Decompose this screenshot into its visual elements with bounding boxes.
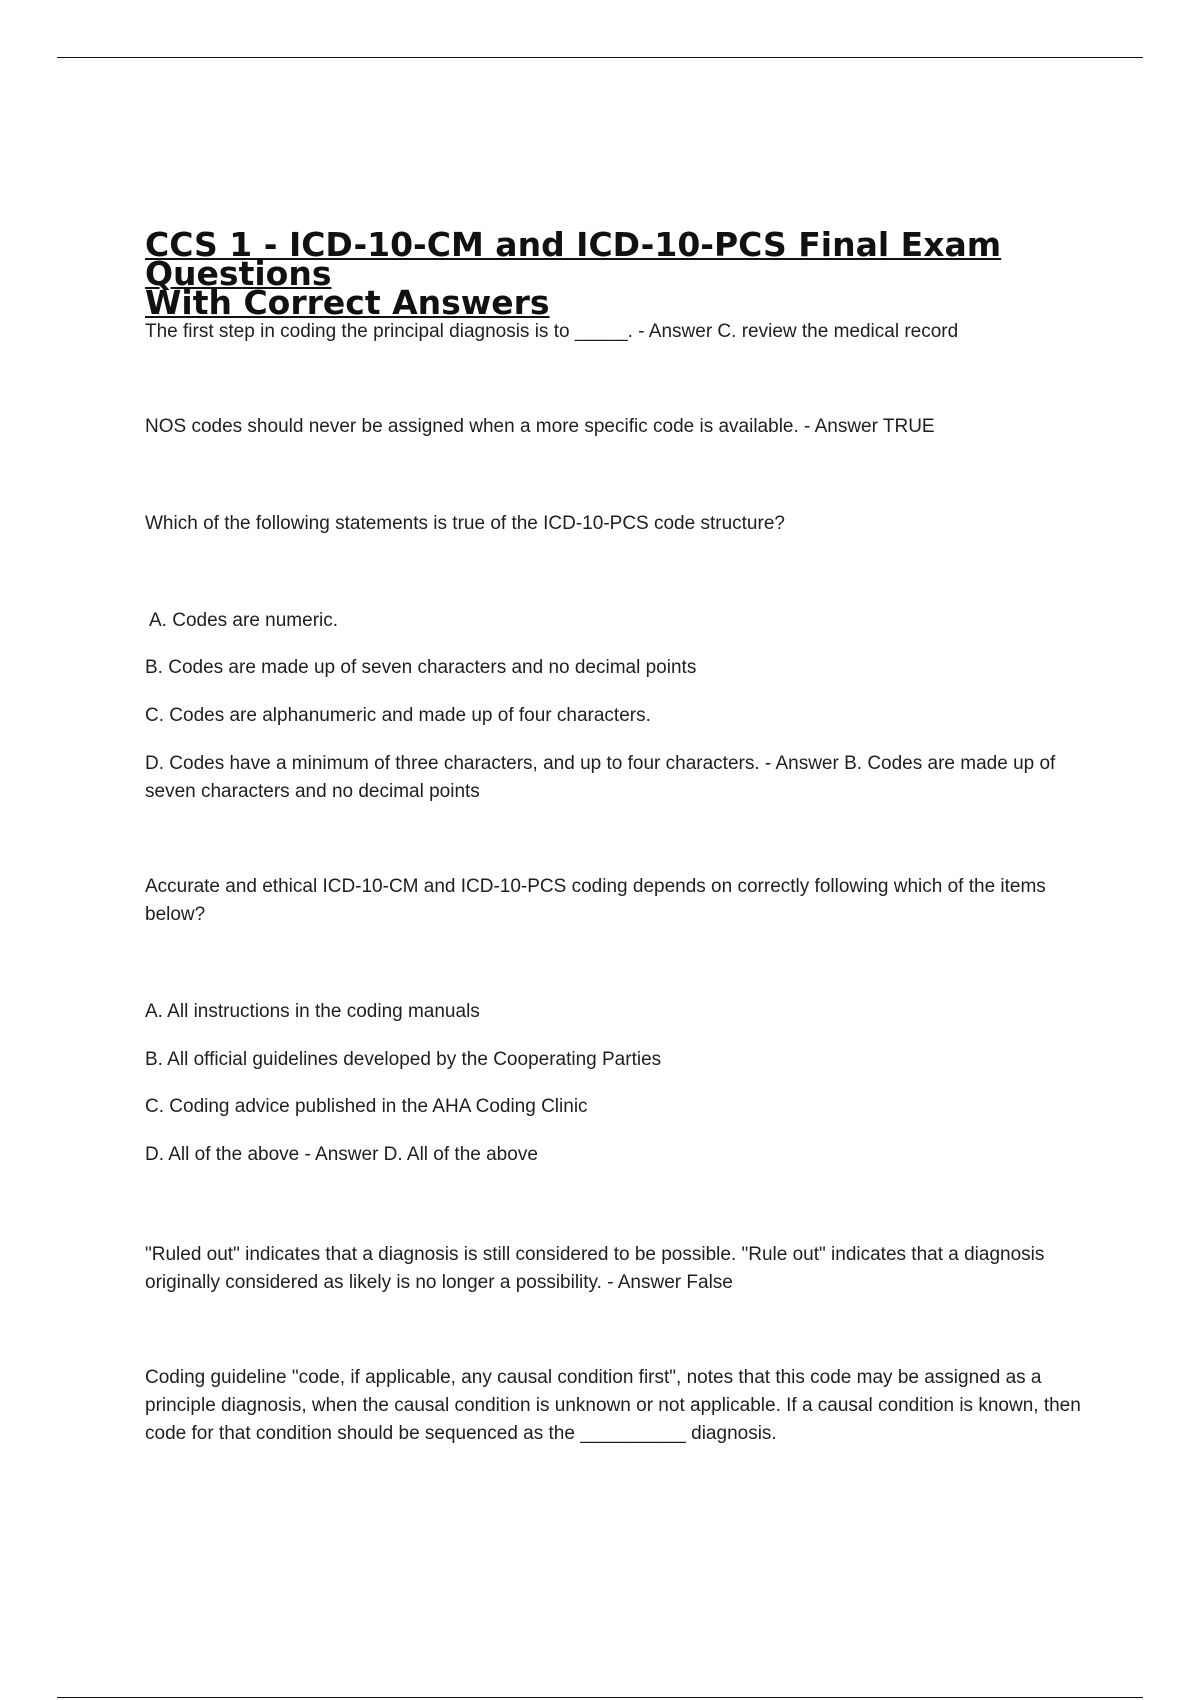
footer-rule <box>57 1697 1143 1698</box>
document-title-line-2: With Correct Answers <box>145 283 550 322</box>
option-pcs-d-answer: D. Codes have a minimum of three characters, and up to four characters. - Answer B. Codes are made up of seven characters and no decimal points <box>145 753 1056 802</box>
question-principal-diagnosis: The first step in coding the principal diagnosis is to _____. - Answer C. review the medical record <box>145 321 959 342</box>
document-title <box>145 225 1090 322</box>
option-coding-b: B. All official guidelines developed by the Cooperating Parties <box>145 1049 662 1070</box>
question-pcs-structure: Which of the following statements is true of the ICD-10-PCS code structure? <box>145 513 785 534</box>
option-pcs-a: A. Codes are numeric. <box>149 610 339 631</box>
question-ruled-out: "Ruled out" indicates that a diagnosis is still considered to be possible. "Rule out" indicates that a diagnosis originally considered as likely is no longer a possibility. - Answer False <box>145 1244 1045 1293</box>
option-pcs-c: C. Codes are alphanumeric and made up of four characters. <box>145 705 651 726</box>
option-coding-d-answer: D. All of the above - Answer D. All of the above <box>145 1144 538 1165</box>
option-coding-a: A. All instructions in the coding manuals <box>145 1001 480 1022</box>
option-pcs-b: B. Codes are made up of seven characters and no decimal points <box>145 657 697 678</box>
header-rule <box>57 57 1143 58</box>
question-nos-codes: NOS codes should never be assigned when a more specific code is available. - Answer TRUE <box>145 416 935 437</box>
document-title-line-1: CCS 1 - ICD-10-CM and ICD-10-PCS Final Exam Questions <box>145 225 1002 293</box>
option-coding-c: C. Coding advice published in the AHA Coding Clinic <box>145 1096 588 1117</box>
question-accurate-coding: Accurate and ethical ICD-10-CM and ICD-10-PCS coding depends on correctly following which of the items below? <box>145 876 1046 925</box>
question-causal-condition: Coding guideline "code, if applicable, any causal condition first", notes that this code may be assigned as a principle diagnosis, when the causal condition is unknown or not applicable. If a causal condition is known, then code for that condition should be sequenced as the __________ diagnosis. <box>145 1367 1081 1444</box>
